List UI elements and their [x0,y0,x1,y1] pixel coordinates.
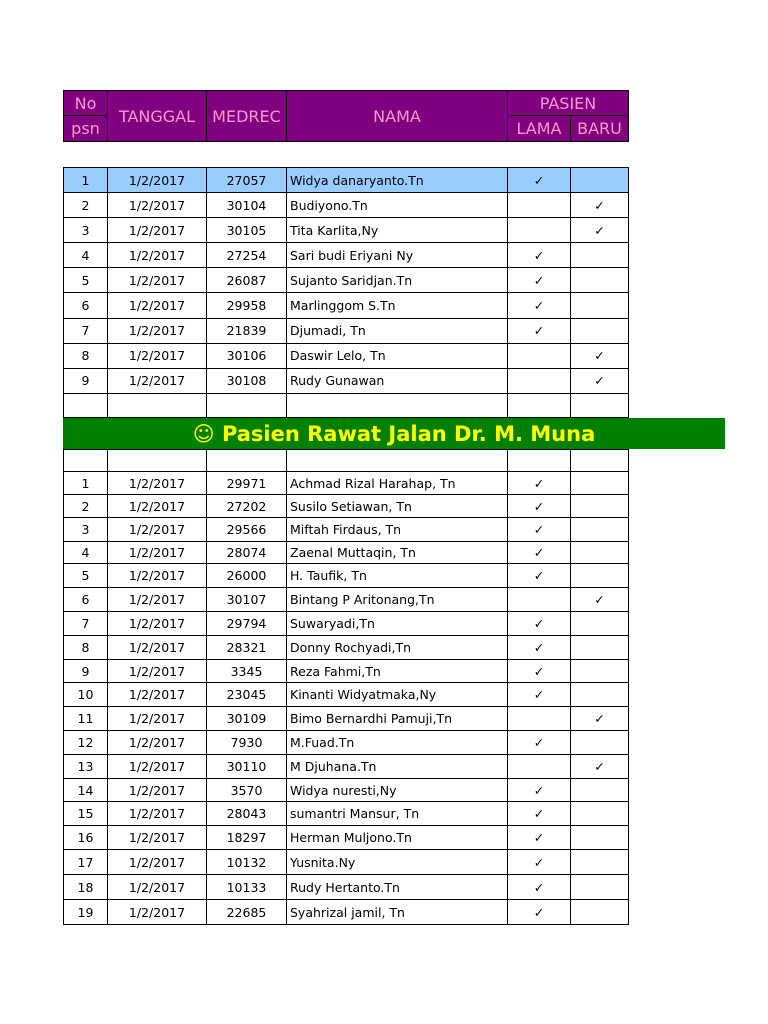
cell-lama[interactable]: ✓ [508,168,571,193]
cell-no[interactable]: 3 [64,518,108,542]
cell-tanggal[interactable]: 1/2/2017 [108,293,207,318]
cell-nama[interactable]: Sujanto Saridjan.Tn [287,268,508,293]
table-row[interactable] [64,612,629,636]
cell-nama[interactable]: Yusnita.Ny [287,850,508,875]
cell-no[interactable]: 4 [64,542,108,564]
cell-lama[interactable] [508,218,571,243]
patient-table-1-body [64,168,629,418]
table-row[interactable] [64,850,629,875]
cell-no[interactable]: 7 [64,318,108,343]
table-row[interactable] [64,875,629,900]
cell-baru[interactable]: ✓ [571,368,629,393]
cell-tanggal[interactable]: 1/2/2017 [108,660,207,683]
cell-tanggal[interactable]: 1/2/2017 [108,343,207,368]
cell-tanggal[interactable] [108,450,207,472]
table-row[interactable] [64,495,629,518]
cell-nama[interactable]: Tita Karlita,Ny [287,218,508,243]
cell-no[interactable]: 16 [64,826,108,850]
cell-no[interactable]: 10 [64,683,108,707]
cell-medrec[interactable]: 28321 [207,636,287,660]
cell-medrec[interactable]: 30104 [207,193,287,218]
table-row[interactable] [64,518,629,542]
cell-nama[interactable]: Suwaryadi,Tn [287,612,508,636]
cell-medrec[interactable]: 30107 [207,588,287,612]
cell-tanggal[interactable]: 1/2/2017 [108,318,207,343]
cell-medrec[interactable] [207,450,287,472]
cell-nama[interactable]: Djumadi, Tn [287,318,508,343]
cell-lama[interactable]: ✓ [508,636,571,660]
cell-tanggal[interactable]: 1/2/2017 [108,707,207,731]
table-row[interactable] [64,802,629,826]
header-lama: LAMA [507,115,571,142]
cell-lama[interactable] [508,450,571,472]
cell-no[interactable]: 13 [64,755,108,779]
table-row[interactable] [64,660,629,683]
cell-nama[interactable]: Susilo Setiawan, Tn [287,495,508,518]
cell-lama[interactable]: ✓ [508,875,571,900]
section-banner [63,418,725,449]
cell-nama[interactable]: Widya nuresti,Ny [287,779,508,802]
cell-nama[interactable]: Bimo Bernardhi Pamuji,Tn [287,707,508,731]
table-row[interactable] [64,368,629,393]
cell-baru[interactable] [571,393,629,417]
cell-medrec[interactable] [207,393,287,417]
banner-text: ☺ Pasien Rawat Jalan Dr. M. Muna [192,421,596,446]
table-row[interactable] [64,218,629,243]
cell-lama[interactable]: ✓ [508,826,571,850]
cell-no[interactable]: 2 [64,495,108,518]
table-row[interactable] [64,472,629,495]
cell-medrec[interactable]: 22685 [207,900,287,925]
cell-no[interactable]: 18 [64,875,108,900]
cell-baru[interactable] [571,636,629,660]
header-pasien: PASIEN [507,90,629,116]
table-row[interactable] [64,542,629,564]
table-row[interactable] [64,293,629,318]
cell-nama[interactable]: Reza Fahmi,Tn [287,660,508,683]
cell-medrec[interactable]: 18297 [207,826,287,850]
cell-baru[interactable]: ✓ [571,588,629,612]
table-row[interactable] [64,779,629,802]
cell-nama[interactable]: Widya danaryanto.Tn [287,168,508,193]
table-row[interactable] [64,450,629,472]
patient-table-2 [63,449,629,925]
cell-lama[interactable]: ✓ [508,495,571,518]
header-medrec: MEDREC [206,90,287,142]
cell-tanggal[interactable]: 1/2/2017 [108,518,207,542]
cell-no[interactable]: 1 [64,472,108,495]
cell-lama[interactable] [508,193,571,218]
cell-tanggal[interactable]: 1/2/2017 [108,218,207,243]
cell-nama[interactable]: Rudy Gunawan [287,368,508,393]
cell-medrec[interactable]: 23045 [207,683,287,707]
cell-medrec[interactable]: 3345 [207,660,287,683]
table-row[interactable] [64,343,629,368]
cell-lama[interactable]: ✓ [508,268,571,293]
cell-nama[interactable]: Sari budi Eriyani Ny [287,243,508,268]
cell-baru[interactable]: ✓ [571,707,629,731]
cell-tanggal[interactable]: 1/2/2017 [108,755,207,779]
cell-no[interactable]: 8 [64,343,108,368]
cell-nama[interactable]: Rudy Hertanto.Tn [287,875,508,900]
cell-baru[interactable] [571,850,629,875]
cell-tanggal[interactable]: 1/2/2017 [108,612,207,636]
cell-baru[interactable]: ✓ [571,218,629,243]
table-row[interactable] [64,900,629,925]
cell-baru[interactable] [571,518,629,542]
cell-nama[interactable]: Zaenal Muttaqin, Tn [287,542,508,564]
table-row[interactable] [64,731,629,755]
cell-medrec[interactable]: 10133 [207,875,287,900]
cell-no[interactable]: 4 [64,243,108,268]
cell-lama[interactable]: ✓ [508,683,571,707]
cell-nama[interactable] [287,450,508,472]
table-row[interactable] [64,636,629,660]
cell-medrec[interactable]: 27202 [207,495,287,518]
cell-tanggal[interactable]: 1/2/2017 [108,826,207,850]
patient-table-2-body [64,450,629,925]
cell-baru[interactable] [571,542,629,564]
cell-medrec[interactable]: 28074 [207,542,287,564]
cell-medrec[interactable]: 30106 [207,343,287,368]
cell-baru[interactable] [571,731,629,755]
table-row[interactable] [64,268,629,293]
cell-no[interactable]: 2 [64,193,108,218]
cell-tanggal[interactable]: 1/2/2017 [108,168,207,193]
cell-no[interactable]: 3 [64,218,108,243]
cell-nama[interactable]: Daswir Lelo, Tn [287,343,508,368]
table-row[interactable] [64,318,629,343]
cell-lama[interactable] [508,393,571,417]
cell-tanggal[interactable]: 1/2/2017 [108,268,207,293]
cell-lama[interactable]: ✓ [508,518,571,542]
cell-nama[interactable] [287,393,508,417]
cell-medrec[interactable]: 29566 [207,518,287,542]
cell-lama[interactable]: ✓ [508,731,571,755]
cell-lama[interactable] [508,343,571,368]
cell-no[interactable]: 12 [64,731,108,755]
cell-tanggal[interactable]: 1/2/2017 [108,243,207,268]
table-row[interactable] [64,193,629,218]
patient-table-1 [63,167,629,418]
cell-lama[interactable]: ✓ [508,900,571,925]
cell-nama[interactable]: M Djuhana.Tn [287,755,508,779]
cell-lama[interactable]: ✓ [508,542,571,564]
cell-baru[interactable] [571,826,629,850]
cell-lama[interactable]: ✓ [508,472,571,495]
cell-baru[interactable] [571,318,629,343]
cell-baru[interactable] [571,168,629,193]
cell-medrec[interactable]: 26087 [207,268,287,293]
cell-tanggal[interactable]: 1/2/2017 [108,368,207,393]
cell-baru[interactable] [571,495,629,518]
cell-baru[interactable] [571,564,629,588]
cell-lama[interactable]: ✓ [508,318,571,343]
cell-medrec[interactable]: 29971 [207,472,287,495]
cell-baru[interactable] [571,612,629,636]
cell-medrec[interactable]: 30110 [207,755,287,779]
cell-lama[interactable]: ✓ [508,779,571,802]
cell-baru[interactable]: ✓ [571,193,629,218]
cell-nama[interactable]: Budiyono.Tn [287,193,508,218]
cell-no[interactable]: 6 [64,293,108,318]
cell-tanggal[interactable]: 1/2/2017 [108,495,207,518]
table-row[interactable] [64,588,629,612]
cell-no[interactable]: 19 [64,900,108,925]
cell-tanggal[interactable]: 1/2/2017 [108,472,207,495]
cell-medrec[interactable]: 27057 [207,168,287,193]
cell-medrec[interactable]: 28043 [207,802,287,826]
cell-baru[interactable] [571,802,629,826]
cell-nama[interactable]: Achmad Rizal Harahap, Tn [287,472,508,495]
cell-tanggal[interactable]: 1/2/2017 [108,731,207,755]
cell-lama[interactable]: ✓ [508,802,571,826]
table-row[interactable] [64,755,629,779]
cell-baru[interactable] [571,293,629,318]
cell-no[interactable]: 14 [64,779,108,802]
cell-tanggal[interactable]: 1/2/2017 [108,542,207,564]
cell-nama[interactable]: Donny Rochyadi,Tn [287,636,508,660]
cell-no[interactable]: 5 [64,564,108,588]
cell-nama[interactable]: Herman Muljono.Tn [287,826,508,850]
cell-baru[interactable] [571,779,629,802]
cell-no[interactable]: 8 [64,636,108,660]
cell-tanggal[interactable]: 1/2/2017 [108,588,207,612]
cell-baru[interactable] [571,243,629,268]
cell-no[interactable]: 17 [64,850,108,875]
cell-tanggal[interactable]: 1/2/2017 [108,779,207,802]
table-row[interactable] [64,683,629,707]
cell-medrec[interactable]: 3570 [207,779,287,802]
cell-nama[interactable]: Miftah Firdaus, Tn [287,518,508,542]
header-psn: psn [63,115,108,142]
cell-baru[interactable]: ✓ [571,343,629,368]
cell-nama[interactable]: Marlinggom S.Tn [287,293,508,318]
cell-tanggal[interactable]: 1/2/2017 [108,850,207,875]
cell-no[interactable]: 9 [64,660,108,683]
cell-tanggal[interactable]: 1/2/2017 [108,802,207,826]
cell-lama[interactable]: ✓ [508,660,571,683]
cell-baru[interactable] [571,875,629,900]
cell-baru[interactable] [571,450,629,472]
cell-baru[interactable]: ✓ [571,755,629,779]
cell-lama[interactable] [508,588,571,612]
cell-medrec[interactable]: 29958 [207,293,287,318]
cell-tanggal[interactable]: 1/2/2017 [108,193,207,218]
cell-medrec[interactable]: 30109 [207,707,287,731]
cell-baru[interactable] [571,900,629,925]
cell-no[interactable] [64,450,108,472]
header-tanggal: TANGGAL [107,90,207,142]
cell-tanggal[interactable]: 1/2/2017 [108,564,207,588]
header-baru: BARU [570,115,629,142]
cell-baru[interactable] [571,683,629,707]
cell-no[interactable]: 1 [64,168,108,193]
cell-no[interactable]: 15 [64,802,108,826]
cell-nama[interactable]: Syahrizal jamil, Tn [287,900,508,925]
cell-lama[interactable]: ✓ [508,850,571,875]
cell-medrec[interactable]: 26000 [207,564,287,588]
cell-lama[interactable] [508,755,571,779]
table-row[interactable] [64,168,629,193]
cell-tanggal[interactable]: 1/2/2017 [108,636,207,660]
cell-nama[interactable]: sumantri Mansur, Tn [287,802,508,826]
cell-medrec[interactable]: 30105 [207,218,287,243]
cell-baru[interactable] [571,472,629,495]
cell-no[interactable]: 11 [64,707,108,731]
cell-nama[interactable]: M.Fuad.Tn [287,731,508,755]
cell-nama[interactable]: H. Taufik, Tn [287,564,508,588]
cell-lama[interactable]: ✓ [508,564,571,588]
table-row[interactable] [64,707,629,731]
cell-no[interactable]: 5 [64,268,108,293]
cell-medrec[interactable]: 29794 [207,612,287,636]
table-row[interactable] [64,826,629,850]
cell-medrec[interactable]: 27254 [207,243,287,268]
cell-baru[interactable] [571,660,629,683]
cell-medrec[interactable]: 10132 [207,850,287,875]
cell-tanggal[interactable]: 1/2/2017 [108,683,207,707]
cell-lama[interactable]: ✓ [508,612,571,636]
cell-nama[interactable]: Bintang P Aritonang,Tn [287,588,508,612]
cell-no[interactable]: 9 [64,368,108,393]
cell-medrec[interactable]: 30108 [207,368,287,393]
cell-baru[interactable] [571,268,629,293]
table-row[interactable] [64,243,629,268]
cell-medrec[interactable]: 7930 [207,731,287,755]
cell-tanggal[interactable]: 1/2/2017 [108,875,207,900]
cell-nama[interactable]: Kinanti Widyatmaka,Ny [287,683,508,707]
table-row[interactable] [64,564,629,588]
cell-lama[interactable] [508,707,571,731]
header-no: No [63,90,108,116]
cell-no[interactable] [64,393,108,417]
cell-lama[interactable]: ✓ [508,243,571,268]
cell-medrec[interactable]: 21839 [207,318,287,343]
cell-no[interactable]: 6 [64,588,108,612]
cell-no[interactable]: 7 [64,612,108,636]
header-nama: NAMA [286,90,508,142]
cell-lama[interactable]: ✓ [508,293,571,318]
table-row[interactable] [64,393,629,417]
cell-tanggal[interactable] [108,393,207,417]
cell-tanggal[interactable]: 1/2/2017 [108,900,207,925]
cell-lama[interactable] [508,368,571,393]
